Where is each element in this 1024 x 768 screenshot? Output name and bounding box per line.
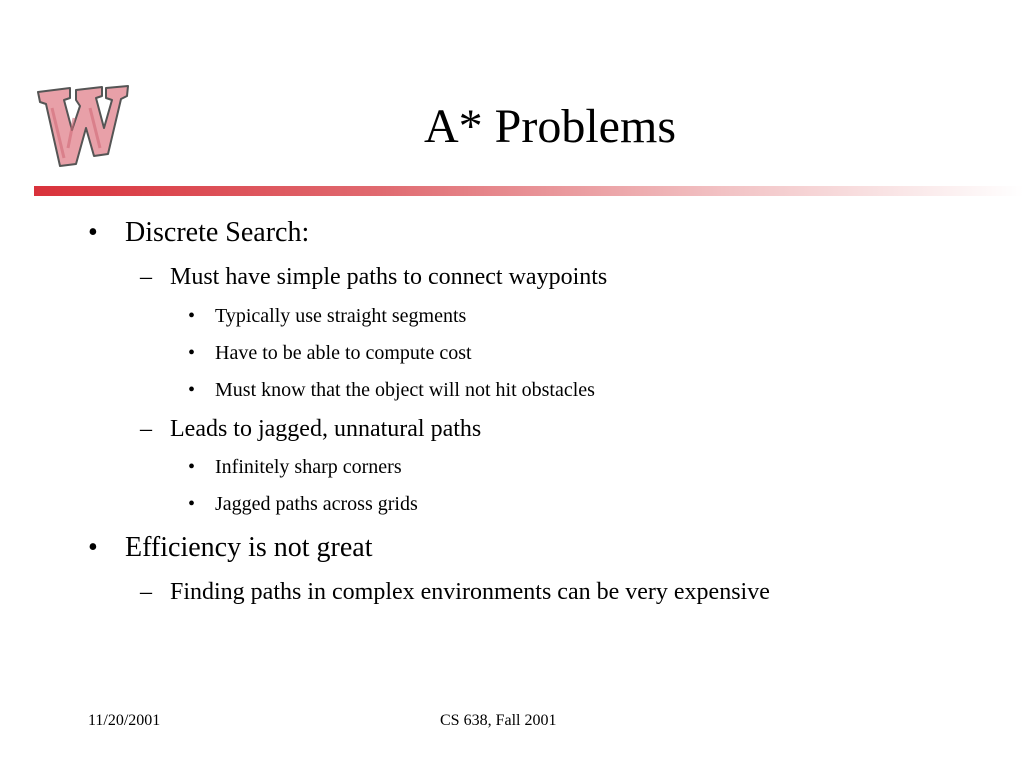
footer-date: 11/20/2001 (88, 712, 161, 729)
bullet-marker: • (188, 493, 196, 515)
bullet-marker: • (188, 342, 196, 364)
bullet-marker: • (88, 532, 98, 563)
subbullet-jagged-unnatural: Leads to jagged, unnatural paths (170, 416, 482, 442)
wisconsin-w-logo-icon (30, 78, 130, 178)
dash-marker: – (140, 579, 152, 605)
subsubbullet-compute-cost: Have to be able to compute cost (215, 342, 472, 364)
subsubbullet-straight-segments: Typically use straight segments (215, 305, 467, 327)
title-divider (34, 186, 1024, 196)
dash-marker: – (140, 264, 152, 290)
bullet-marker: • (188, 379, 196, 401)
bullet-marker: • (188, 305, 196, 327)
bullet-marker: • (88, 217, 98, 248)
dash-marker: – (140, 416, 152, 442)
bullet-marker: • (188, 456, 196, 478)
subsubbullet-not-hit-obstacles: Must know that the object will not hit obstacles (215, 379, 595, 401)
subsubbullet-sharp-corners: Infinitely sharp corners (215, 456, 402, 478)
subsubbullet-jagged-grids: Jagged paths across grids (215, 493, 418, 515)
subbullet-expensive: Finding paths in complex environments can be very expensive (170, 579, 770, 605)
bullet-efficiency: Efficiency is not great (125, 532, 373, 563)
footer-course: CS 638, Fall 2001 (440, 712, 557, 729)
slide-title: A* Problems (424, 100, 676, 153)
subbullet-simple-paths: Must have simple paths to connect waypoints (170, 264, 608, 290)
bullet-discrete-search: Discrete Search: (125, 217, 310, 248)
